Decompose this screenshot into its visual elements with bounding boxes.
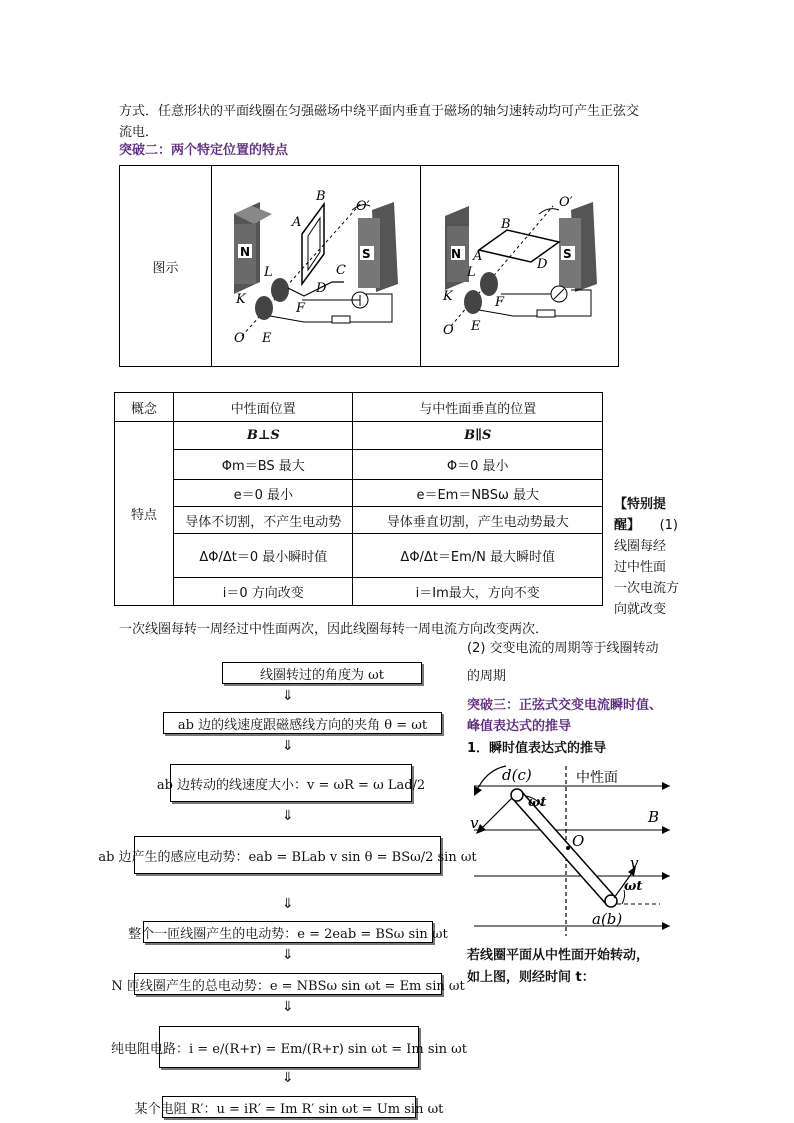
fig-right-label-O-prime: O′: [559, 195, 573, 210]
flow-step-linear-speed: ab 边转动的线速度大小：v = ωR = ω Lad/2: [170, 764, 412, 802]
header-concept: 概念: [115, 393, 174, 422]
special-note-p2-line1: (2) 交变电流的周期等于线圈转动: [467, 641, 659, 656]
fig-right-label-D: D: [537, 257, 548, 272]
coil-rotation-diagram: [464, 758, 676, 936]
table-cell: e＝Em＝NBSω 最大: [353, 480, 603, 507]
fig-left-label-N: N: [240, 245, 251, 259]
table-row: [115, 507, 603, 534]
flow-arrow: ⇓: [282, 738, 294, 754]
table-cell: ΔΦ/Δt＝Em/N 最大瞬时值: [353, 534, 603, 578]
table-row: [115, 480, 603, 507]
flow-step-pure-resistance: 纯电阻电路：i = e/(R+r) = Em/(R+r) sin ωt = Im sin ωt: [159, 1026, 419, 1068]
fig-left-label-A: A: [292, 215, 302, 230]
diagram-label-omega-t-top: ωt: [528, 795, 547, 810]
diagram-label-ab: a(b): [592, 910, 623, 928]
diagram-label-v-left: v: [470, 814, 479, 832]
special-note-title: 【特别提醒】: [614, 497, 667, 533]
table-row: [115, 422, 603, 450]
flow-arrow: ⇓: [282, 999, 294, 1015]
section3-after-line2: 如上图，则经时间 t：: [467, 970, 595, 985]
fig-right-label-O: O: [443, 323, 454, 338]
diagram-label-v-right: v: [630, 854, 639, 872]
section3-subheading: 1．瞬时值表达式的推导: [467, 741, 607, 756]
fig-right-label-F: F: [495, 295, 505, 310]
section3-title-line2: 峰值表达式的推导: [467, 719, 572, 734]
special-note-line: 过中性面: [614, 560, 667, 575]
fig-right-label-S: S: [563, 247, 572, 261]
intro-line-1: 方式．任意形状的平面线圈在匀强磁场中绕平面内垂直于磁场的轴匀速转动均可产生正弦交: [119, 104, 640, 119]
fig-left-label-S: S: [362, 247, 371, 261]
table-cell: B⊥S: [174, 422, 353, 450]
flow-arrow: ⇓: [282, 947, 294, 963]
generator-diagram-left: [212, 166, 420, 366]
flow-arrow: ⇓: [282, 808, 294, 824]
special-note-line: 一次电流方: [614, 581, 680, 596]
fig-left-label-K: K: [236, 292, 246, 307]
figure-table: [119, 165, 619, 367]
section3-title-line1: 突破三：正弦式交变电流瞬时值、: [467, 698, 663, 713]
diagram-label-B: B: [648, 808, 660, 826]
concept-table: [114, 392, 603, 606]
flow-arrow: ⇓: [282, 1070, 294, 1086]
section3-after-line1: 若线圈平面从中性面开始转动，: [467, 948, 650, 963]
header-perpendicular: 与中性面垂直的位置: [353, 393, 603, 422]
special-note-line: (1): [659, 518, 678, 533]
special-note-p2-line2: 的周期: [467, 669, 507, 684]
table-cell: Φ＝0 最小: [353, 450, 603, 480]
table-cell: e＝0 最小: [174, 480, 353, 507]
fig-left-label-O: O: [234, 331, 245, 346]
fig-left-label-C: C: [336, 263, 346, 278]
table-cell: Φm＝BS 最大: [174, 450, 353, 480]
flow-arrow: ⇓: [282, 896, 294, 912]
fig-right-label-L: L: [467, 265, 476, 280]
table-cell: i＝0 方向改变: [174, 578, 353, 606]
special-note-continuation: 一次线圈每转一周经过中性面两次，因此线圈每转一周电流方向改变两次．: [119, 622, 549, 637]
special-note-line: 向就改变: [614, 602, 667, 617]
table-cell: 导体垂直切割，产生电动势最大: [353, 507, 603, 534]
fig-right-label-B: B: [501, 217, 511, 232]
flow-step-velocity-angle: ab 边的线速度跟磁感线方向的夹角 θ = ωt: [163, 712, 442, 734]
generator-diagram-right: [421, 166, 618, 366]
row-label-features: 特点: [115, 422, 174, 606]
flow-step-single-turn-emf: 整个一匝线圈产生的电动势：e = 2eab = BSω sin ωt: [143, 921, 433, 943]
section2-title: 突破二：两个特定位置的特点: [119, 143, 289, 158]
fig-left-label-L: L: [264, 265, 273, 280]
concept-header-row: [115, 393, 603, 422]
table-row: [115, 450, 603, 480]
fig-right-label-N: N: [451, 247, 462, 261]
diagram-label-neutral-plane: 中性面: [576, 770, 618, 786]
diagram-label-dc: d(c): [502, 766, 532, 784]
diagram-label-O: O: [572, 832, 585, 850]
fig-left-label-O-prime: O′: [356, 199, 370, 214]
fig-left-label-E: E: [262, 331, 272, 346]
flow-step-n-turn-emf: N 匝线圈产生的总电动势：e = NBSω sin ωt = Em sin ωt: [134, 973, 442, 995]
fig-right-label-E: E: [471, 319, 481, 334]
fig-left-label-D: D: [316, 281, 327, 296]
special-note-line: 线圈每经: [614, 539, 667, 554]
flow-step-resistor-voltage: 某个电阻 R′：u = iR′ = Im R′ sin ωt = Um sin ωt: [162, 1096, 416, 1118]
fig-left-label-F: F: [296, 301, 306, 316]
intro-line-2: 流电．: [119, 125, 159, 140]
table-cell: 导体不切割，不产生电动势: [174, 507, 353, 534]
header-neutral: 中性面位置: [174, 393, 353, 422]
table-cell: i＝Im最大，方向不变: [353, 578, 603, 606]
flow-arrow: ⇓: [282, 688, 294, 704]
generator-figure-neutral: [212, 166, 421, 366]
generator-figure-perpendicular: [421, 166, 618, 366]
diagram-label-omega-t-bottom: ωt: [624, 879, 643, 894]
flow-step-ab-emf: ab 边产生的感应电动势：eab = BLab v sin θ = BSω/2 sin ωt: [134, 836, 441, 874]
table-cell: B∥S: [353, 422, 603, 450]
flow-step-angle: 线圈转过的角度为 ωt: [222, 662, 422, 684]
fig-left-label-B: B: [316, 189, 326, 204]
figure-label-cell: [120, 166, 212, 366]
table-row: [115, 578, 603, 606]
fig-right-label-K: K: [443, 289, 453, 304]
table-cell: ΔΦ/Δt＝0 最小瞬时值: [174, 534, 353, 578]
figure-label: 图示: [152, 260, 179, 276]
table-row: [115, 534, 603, 578]
fig-right-label-A: A: [473, 249, 483, 264]
